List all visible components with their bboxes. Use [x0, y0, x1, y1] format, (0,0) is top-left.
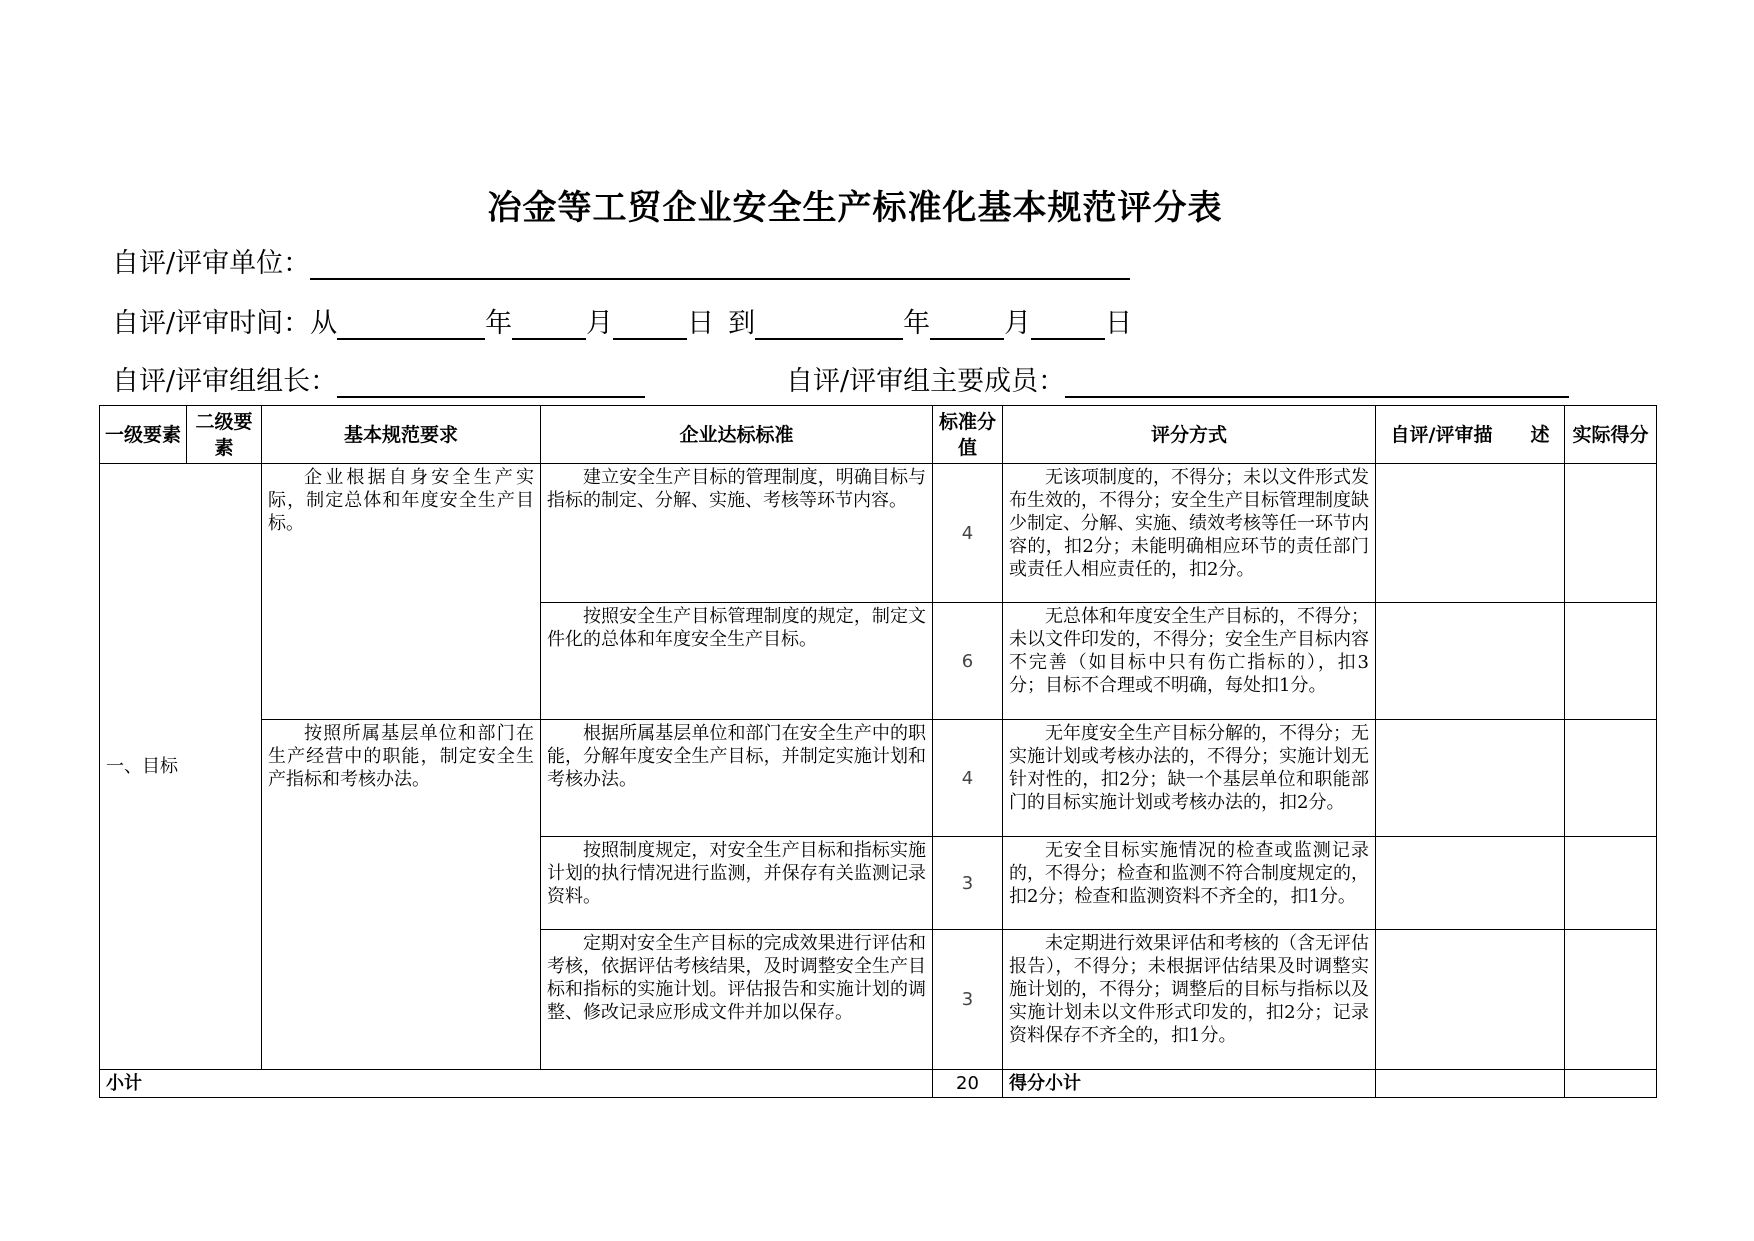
header-row [100, 406, 1657, 464]
start-year-label: 年 [485, 308, 513, 339]
to-label: 到 [728, 308, 756, 339]
standard-cell: 建立安全生产目标的管理制度，明确目标与指标的制定、分解、实施、考核等环节内容。 [541, 464, 933, 603]
end-month-blank[interactable] [930, 308, 1004, 340]
method-cell: 无年度安全生产目标分解的，不得分；无实施计划或考核办法的，不得分；实施计划无针对性的，扣2分；缺一个基层单位和职能部门的目标实施计划或考核办法的，扣2分。 [1003, 720, 1376, 837]
end-day-blank[interactable] [1031, 308, 1105, 340]
unit-label: 自评/评审单位： [112, 248, 311, 279]
header-method: 评分方式 [1003, 406, 1376, 464]
table-row [100, 464, 1657, 603]
end-year-label: 年 [903, 308, 931, 339]
score-cell: 4 [933, 720, 1003, 837]
method-cell: 未定期进行效果评估和考核的（含无评估报告），不得分；未根据评估结果及时调整实施计划的，不得分；调整后的目标与指标以及实施计划未以文件形式印发的，扣2分；记录资料保存不齐全的，扣1分。 [1003, 930, 1376, 1070]
members-line [786, 362, 1569, 402]
standard-cell: 根据所属基层单位和部门在安全生产中的职能，分解年度安全生产目标，并制定实施计划和考核办法。 [541, 720, 933, 837]
subtotal-method-label: 得分小计 [1003, 1070, 1376, 1098]
standard-cell: 按照制度规定，对安全生产目标和指标实施计划的执行情况进行监测，并保存有关监测记录资料。 [541, 837, 933, 930]
header-requirement: 基本规范要求 [262, 406, 541, 464]
score-cell: 4 [933, 464, 1003, 603]
header-level1: 一级要素 [100, 406, 187, 464]
unit-line [112, 244, 1130, 284]
standard-cell: 按照安全生产目标管理制度的规定，制定文件化的总体和年度安全生产目标。 [541, 603, 933, 720]
score-cell: 3 [933, 930, 1003, 1070]
end-month-label: 月 [1004, 308, 1032, 339]
leader-blank[interactable] [337, 366, 645, 398]
requirement-cell: 企业根据自身安全生产实际，制定总体和年度安全生产目标。 [262, 464, 541, 720]
score-cell: 3 [933, 837, 1003, 930]
actual-score-cell[interactable] [1565, 464, 1657, 603]
start-day-label: 日 [687, 308, 715, 339]
subtotal-row [100, 1070, 1657, 1098]
method-cell: 无安全目标实施情况的检查或监测记录的，不得分；检查和监测不符合制度规定的，扣2分；检查和监测资料不齐全的，扣1分。 [1003, 837, 1376, 930]
actual-score-cell[interactable] [1565, 930, 1657, 1070]
header-standard: 企业达标标准 [541, 406, 933, 464]
actual-score-cell[interactable] [1565, 720, 1657, 837]
unit-blank[interactable] [310, 248, 1130, 280]
leader-label: 自评/评审组组长： [112, 366, 338, 397]
subtotal-score: 20 [933, 1070, 1003, 1098]
actual-score-cell[interactable] [1565, 837, 1657, 930]
description-cell[interactable] [1376, 603, 1565, 720]
description-cell[interactable] [1376, 720, 1565, 837]
end-year-blank[interactable] [755, 308, 903, 340]
method-cell: 无总体和年度安全生产目标的，不得分；未以文件印发的，不得分；安全生产目标内容不完善（如目标中只有伤亡指标的），扣3分；目标不合理或不明确，每处扣1分。 [1003, 603, 1376, 720]
standard-cell: 定期对安全生产目标的完成效果进行评估和考核，依据评估考核结果，及时调整安全生产目标和指标的实施计划。评估报告和实施计划的调整、修改记录应形成文件并加以保存。 [541, 930, 933, 1070]
header-description: 自评/评审描 述 [1376, 406, 1565, 464]
description-cell[interactable] [1376, 837, 1565, 930]
leader-line [112, 362, 645, 402]
members-label: 自评/评审组主要成员： [786, 366, 1066, 397]
score-cell: 6 [933, 603, 1003, 720]
description-cell[interactable] [1376, 464, 1565, 603]
actual-score-cell[interactable] [1565, 603, 1657, 720]
level1-element: 一、目标 [100, 464, 262, 1070]
subtotal-actual-cell[interactable] [1565, 1070, 1657, 1098]
time-label: 自评/评审时间：从 [112, 308, 338, 339]
time-line [112, 304, 1132, 344]
score-table [99, 405, 1657, 1098]
start-month-blank[interactable] [512, 308, 586, 340]
method-cell: 无该项制度的，不得分；未以文件形式发布生效的，不得分；安全生产目标管理制度缺少制定、分解、实施、绩效考核等任一环节内容的，扣2分；未能明确相应环节的责任部门或责任人相应责任的，扣2分。 [1003, 464, 1376, 603]
header-level2: 二级要素 [187, 406, 262, 464]
start-year-blank[interactable] [337, 308, 485, 340]
members-blank[interactable] [1065, 366, 1569, 398]
end-day-label: 日 [1105, 308, 1133, 339]
requirement-cell: 按照所属基层单位和部门在生产经营中的职能，制定安全生产指标和考核办法。 [262, 720, 541, 1070]
table-row [100, 720, 1657, 837]
header-score: 标准分值 [933, 406, 1003, 464]
description-cell[interactable] [1376, 930, 1565, 1070]
document-title: 冶金等工贸企业安全生产标准化基本规范评分表 [487, 188, 1223, 228]
subtotal-label: 小计 [100, 1070, 933, 1098]
start-day-blank[interactable] [613, 308, 687, 340]
header-actual: 实际得分 [1565, 406, 1657, 464]
subtotal-description-cell[interactable] [1376, 1070, 1565, 1098]
start-month-label: 月 [586, 308, 614, 339]
